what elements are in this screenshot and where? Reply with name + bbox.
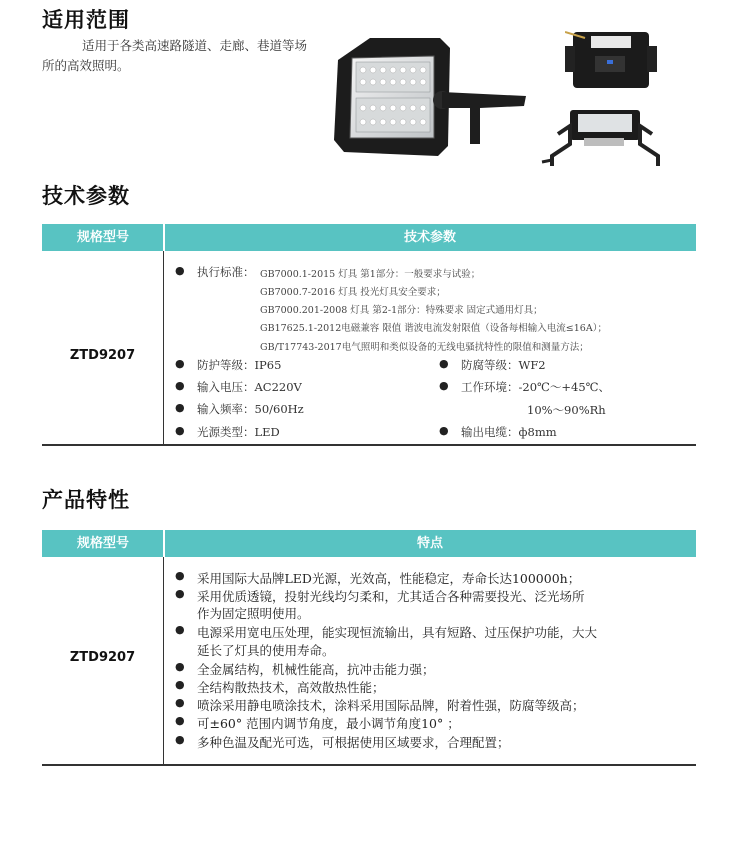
bullet-icon: ● (175, 379, 185, 392)
bullet-icon: ● (175, 714, 185, 727)
bullet-icon: ● (439, 424, 449, 437)
standard-line: GB17625.1-2012电磁兼容 限值 谐波电流发射限值（设备每相输入电流≤16A）； (260, 323, 607, 334)
bullet-icon: ● (175, 733, 185, 746)
header-params: 技术参数 (403, 230, 456, 245)
scope-text: 适用于各类高速路隧道、走廊、巷道等场所的高效照明。 (42, 38, 308, 73)
standard-line: GB/T17743-2017电气照明和类似设备的无线电骚扰特性的限值和测量方法； (260, 342, 589, 353)
features-title: 产品特性 (42, 488, 130, 512)
standard-line: GB7000.1-2015 灯具 第1部分：一般要求与试验； (260, 269, 481, 280)
standard-line: GB7000.7-2016 灯具 投光灯具安全要求； (260, 287, 446, 298)
tech-table-header (42, 224, 696, 251)
param-humidity: 10%～90%Rh (527, 403, 606, 417)
header-model: 规格型号 (76, 230, 129, 245)
bullet-icon: ● (175, 678, 185, 691)
product-image-back (565, 24, 657, 94)
feature-item-cont: 延长了灯具的使用寿命。 (197, 643, 335, 658)
bullet-icon: ● (175, 357, 185, 370)
standard-line: GB7000.201-2008 灯具 第2-1部分：特殊要求 固定式通用灯具； (260, 305, 543, 316)
header-model: 规格型号 (76, 536, 129, 551)
features-table-header (42, 530, 696, 557)
bullet-icon: ● (175, 401, 185, 414)
bullet-icon: ● (175, 587, 185, 600)
bullet-icon: ● (175, 696, 185, 709)
bullet-icon: ● (175, 264, 185, 277)
header-features: 特点 (416, 536, 443, 551)
bullet-icon: ● (175, 660, 185, 673)
bullet-icon: ● (175, 569, 185, 582)
features-table: 规格型号 特点 ZTD9207 ● 采用国际大品牌LED光源，光效高，性能稳定，寿命长达100000h； ● 采用优质透镜，投射光线均匀柔和，尤其适合各种需要投光、泛光场所 作为固定照明使用。 ● 电源采用宽电压处理，能实现恒流输出，具有短路、过压保护功能，大大 延长了灯具的使用寿命。 ● 全金属结构，机械性能高，抗冲击能力强； ● 全结构散热技术，高效散热性能； ● 喷涂采用静电喷涂技术，涂料采用国际品牌，附着性强，防腐等级高； ● 可±60° 范围内调节角度，最小调节角度10° ； ● 多种色温及配光可选，可根据使用区域要求，合理配置； (42, 530, 696, 766)
product-image-bracket (540, 104, 662, 174)
bullet-icon: ● (439, 379, 449, 392)
tech-title: 技术参数 (42, 184, 130, 208)
feature-item-cont: 作为固定照明使用。 (197, 606, 310, 621)
features-model: ZTD9207 (69, 650, 136, 665)
product-image-main (330, 34, 530, 158)
bullet-icon: ● (439, 357, 449, 370)
bullet-icon: ● (175, 623, 185, 636)
standard-label: 执行标准： (197, 265, 255, 279)
scope-title: 适用范围 (42, 8, 130, 32)
tech-model: ZTD9207 (69, 348, 136, 363)
tech-table: 规格型号 技术参数 ZTD9207 ● 执行标准： GB7000.1-2015 灯具 第1部分：一般要求与试验； GB7000.7-2016 灯具 投光灯具安全要求； GB7000.201-2008 灯具 第2-1部分：特殊要求 固定式通用灯具； GB17625.1-2012电磁兼容 限值 谐波电流发射限值（设备每相输入电流≤16A）； GB/T17743-2017电气照明和类似设备的无线电骚扰特性的限值和测量方法； ● 防护等级：IP65 ● 输入电压：AC220V ● 输入频率：50/60Hz ● 光源类型：LED ● 防腐等级：WF2 ● 工作环境：-20℃～+45℃、 10%～90%Rh ● 输出电缆：ф8mm (42, 224, 696, 446)
bullet-icon: ● (175, 424, 185, 437)
